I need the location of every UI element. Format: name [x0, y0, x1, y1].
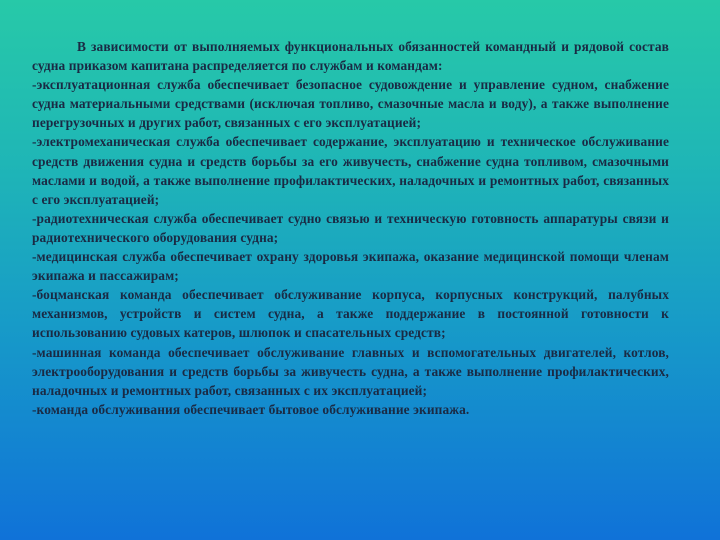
item-service-team: -команда обслуживания обеспечивает бытовое обслуживание экипажа.: [32, 401, 470, 417]
item-boatswain-team: -боцманская команда обеспечивает обслуживание корпуса, корпусных конструкций, палубных механизмов, устройств и систем судна, а также поддержание в постоянной готовности к использованию судовых катеров, шлюпок и спасательных средств;: [32, 287, 669, 341]
item-operational-service: -эксплуатационная служба обеспечивает безопасное судовождение и управление судном, снабжение судна материальными средствами (исключая топливо, смазочные масла и воду), а также выполнение перегрузочных и других работ, связанных с его эксплуатацией;: [32, 77, 669, 131]
intro-paragraph: В зависимости от выполняемых функциональных обязанностей командный и рядовой состав судна приказом капитана распределяется по службам и командам:: [32, 39, 669, 74]
item-engine-team: -машинная команда обеспечивает обслуживание главных и вспомогательных двигателей, котлов, электрооборудования и средств борьбы за живучесть судна, а также выполнение профилактических, наладочных и ремонтных работ, связанных с их эксплуатацией;: [32, 344, 669, 398]
item-medical-service: -медицинская служба обеспечивает охрану здоровья экипажа, оказание медицинской помощи членам экипажа и пассажирам;: [32, 249, 669, 284]
item-radio-service: -радиотехническая служба обеспечивает судно связью и техническую готовность аппаратуры связи и радиотехнического оборудования судна;: [32, 210, 669, 245]
body-text: [32, 37, 669, 419]
item-electromechanical-service: -электромеханическая служба обеспечивает содержание, эксплуатацию и техническое обслуживание средств движения судна и средств борьбы за его живучесть, снабжение судна топливом, смазочными маслами и водой, а также выполнение профилактических, наладочных и ремонтных работ, связанных с его эксплуатацией;: [32, 134, 669, 207]
